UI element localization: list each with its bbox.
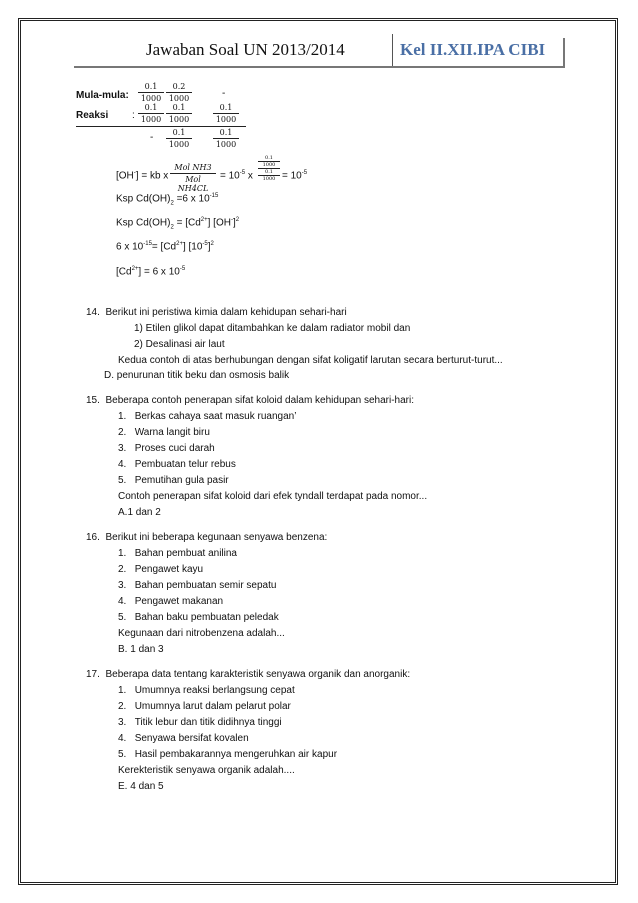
ksp-value: Ksp $Cd(OH)_2 =6$ x $10^{-15}$ [116,193,219,207]
ksp-substitution: 6 x $10^{-15}= [Cd^{2+}]$ $[10^{-5}]^2$ [116,241,214,253]
question-prompt: Kedua contoh di atas berhubungan dengan sifat koligatif larutan secara berturut-turut... [118,355,503,366]
answer: D. penurunan titik beku dan osmosis balik [104,370,290,381]
equation-value: = $10^{-5}$ x [220,170,253,182]
row-label-initial: Mula-mula: [76,90,129,101]
header-divider [392,34,393,66]
header-underline [74,66,564,68]
question-prompt: Kegunaan dari nitrobenzena adalah... [118,628,285,639]
class-label: Kel II.XII.IPA CIBI [400,40,546,59]
list-item: 2. Umumnya larut dalam pelarut polar [118,701,291,712]
fraction: $\frac{0.1}{1000}$ [138,82,164,103]
fraction: $\frac{0.2}{1000}$ [166,82,192,103]
list-item: 4. Pengawet makanan [118,596,224,607]
fraction: $\frac{0.1}{1000}$ [213,128,239,149]
dash: - [222,88,226,99]
equation-result: = $10^{-5}$ [282,170,308,182]
row-label-reaction: Reaksi [76,110,109,121]
table-divider [76,126,246,127]
question-prompt: Contoh penerapan sifat koloid dari efek tyndall terdapat pada nomor... [118,491,428,502]
list-item: 3. Titik lebur dan titik didihnya tinggi [118,717,282,728]
dash: - [150,132,154,143]
colon: : [132,110,135,121]
list-item: 5. Hasil pembakarannya mengeruhkan air kapur [118,749,338,760]
answer: E. 4 dan 5 [118,781,164,792]
fraction: $\frac{0.1}{1000}$ [166,103,192,124]
cd-concentration: $[Cd^{2+}] = 6$ x $10^{-5}$ [116,266,186,278]
answer: B. 1 dan 3 [118,644,164,655]
list-item: 2. Warna langit biru [118,427,210,438]
question-16: 16. Berikut ini beberapa kegunaan senyawa benzena: [86,532,328,543]
list-item: 2. Pengawet kayu [118,564,204,575]
list-item: 2) Desalinasi air laut [134,339,225,350]
question-14: 14. Berikut ini peristiwa kimia dalam kehidupan sehari-hari [86,307,347,318]
fraction: $\frac{0.1}{1000}$ [166,128,192,149]
list-item: 5. Bahan baku pembuatan peledak [118,612,279,623]
list-item: 1. Umumnya reaksi berlangsung cepat [118,685,295,696]
equation-oh: [OH-] = kb x [116,170,169,182]
question-prompt: Kerekteristik senyawa organik adalah.... [118,765,295,776]
list-item: 1. Bahan pembuat anilina [118,548,237,559]
page-title: Jawaban Soal UN 2013/2014 [146,40,345,59]
list-item: 4. Senyawa bersifat kovalen [118,733,249,744]
list-item: 3. Bahan pembuatan semir sepatu [118,580,277,591]
nested-fraction: 0.1 1000 0.1 1000 [258,155,280,182]
mol-fraction: Mol NH3 Mol NH4CL [170,163,216,193]
list-item: 4. Pembuatan telur rebus [118,459,236,470]
list-item: 3. Proses cuci darah [118,443,215,454]
list-item: 5. Pemutihan gula pasir [118,475,229,486]
question-17: 17. Beberapa data tentang karakteristik senyawa organik dan anorganik: [86,669,411,680]
list-item: 1. Berkas cahaya saat masuk ruangan’ [118,411,297,422]
list-item: 1) Etilen glikol dapat ditambahkan ke dalam radiator mobil dan [134,323,411,334]
question-15: 15. Beberapa contoh penerapan sifat koloid dalam kehidupan sehari-hari: [86,395,415,406]
fraction: $\frac{0.1}{1000}$ [213,103,239,124]
fraction: $\frac{0.1}{1000}$ [138,103,164,124]
header-right-rule [563,38,565,68]
answer: A.1 dan 2 [118,507,161,518]
ksp-expression: Ksp $Cd(OH)_2 = [Cd^{2+}]$ $[OH^-]^2$ [116,217,240,231]
